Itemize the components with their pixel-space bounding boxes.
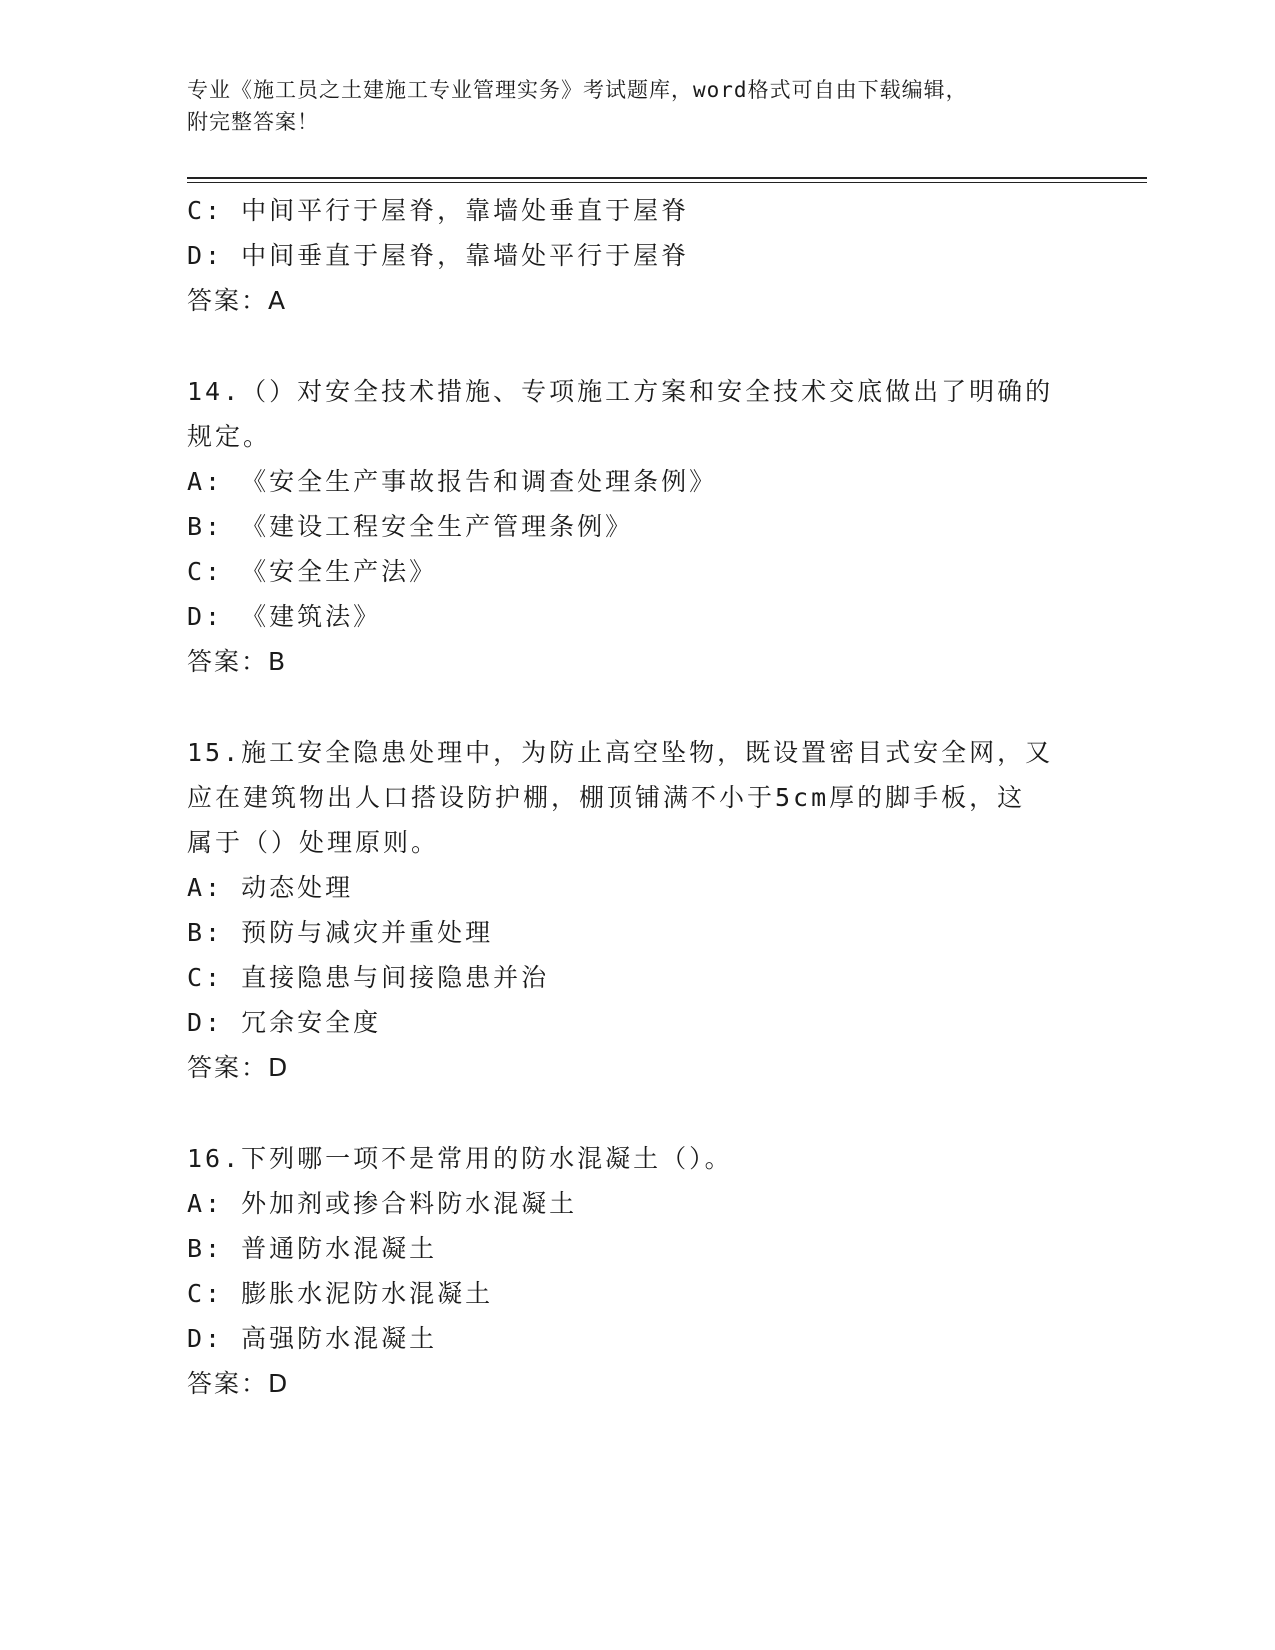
option-b: B: 预防与减灾并重处理 — [187, 918, 494, 947]
option-a: A: 外加剂或掺合料防水混凝土 — [187, 1189, 578, 1218]
question-15 — [187, 730, 1087, 1090]
header-line-1: 专业《施工员之土建施工专业管理实务》考试题库，word格式可自由下载编辑， — [187, 78, 968, 102]
spacer — [187, 323, 1087, 369]
option-c: C: 膨胀水泥防水混凝土 — [187, 1279, 494, 1308]
question-list — [187, 188, 1087, 1406]
question-stem-cont: 属于（）处理原则。 — [187, 828, 440, 857]
option-b: B: 普通防水混凝土 — [187, 1234, 438, 1263]
question-13 — [187, 188, 1087, 323]
question-stem-cont: 应在建筑物出人口搭设防护棚，棚顶铺满不小于5cm厚的脚手板，这 — [187, 783, 1026, 812]
spacer — [187, 684, 1087, 730]
header-divider-thick — [187, 177, 1147, 179]
question-stem: 14.（）对安全技术措施、专项施工方案和安全技术交底做出了明确的 — [187, 377, 1054, 406]
answer: 答案：B — [187, 647, 288, 676]
question-14 — [187, 369, 1087, 684]
question-stem: 16.下列哪一项不是常用的防水混凝土（）。 — [187, 1144, 733, 1173]
option-c: C: 《安全生产法》 — [187, 557, 438, 586]
option-d: D: 中间垂直于屋脊，靠墙处平行于屋脊 — [187, 241, 690, 270]
option-a: A: 动态处理 — [187, 873, 354, 902]
document-header — [187, 74, 1087, 138]
answer: 答案：D — [187, 1053, 290, 1082]
header-divider-thin — [187, 182, 1147, 183]
option-d: D: 冗余安全度 — [187, 1008, 382, 1037]
answer: 答案：A — [187, 286, 288, 315]
option-d: D: 高强防水混凝土 — [187, 1324, 438, 1353]
header-line-2: 附完整答案！ — [187, 110, 319, 134]
option-d: D: 《建筑法》 — [187, 602, 382, 631]
spacer — [187, 1090, 1087, 1136]
answer: 答案：D — [187, 1369, 290, 1398]
option-c: C: 中间平行于屋脊，靠墙处垂直于屋脊 — [187, 196, 690, 225]
question-stem: 15.施工安全隐患处理中，为防止高空坠物，既设置密目式安全网，又 — [187, 738, 1054, 767]
option-c: C: 直接隐患与间接隐患并治 — [187, 963, 550, 992]
question-16 — [187, 1136, 1087, 1406]
option-a: A: 《安全生产事故报告和调查处理条例》 — [187, 467, 718, 496]
option-b: B: 《建设工程安全生产管理条例》 — [187, 512, 634, 541]
question-stem-cont: 规定。 — [187, 422, 272, 451]
